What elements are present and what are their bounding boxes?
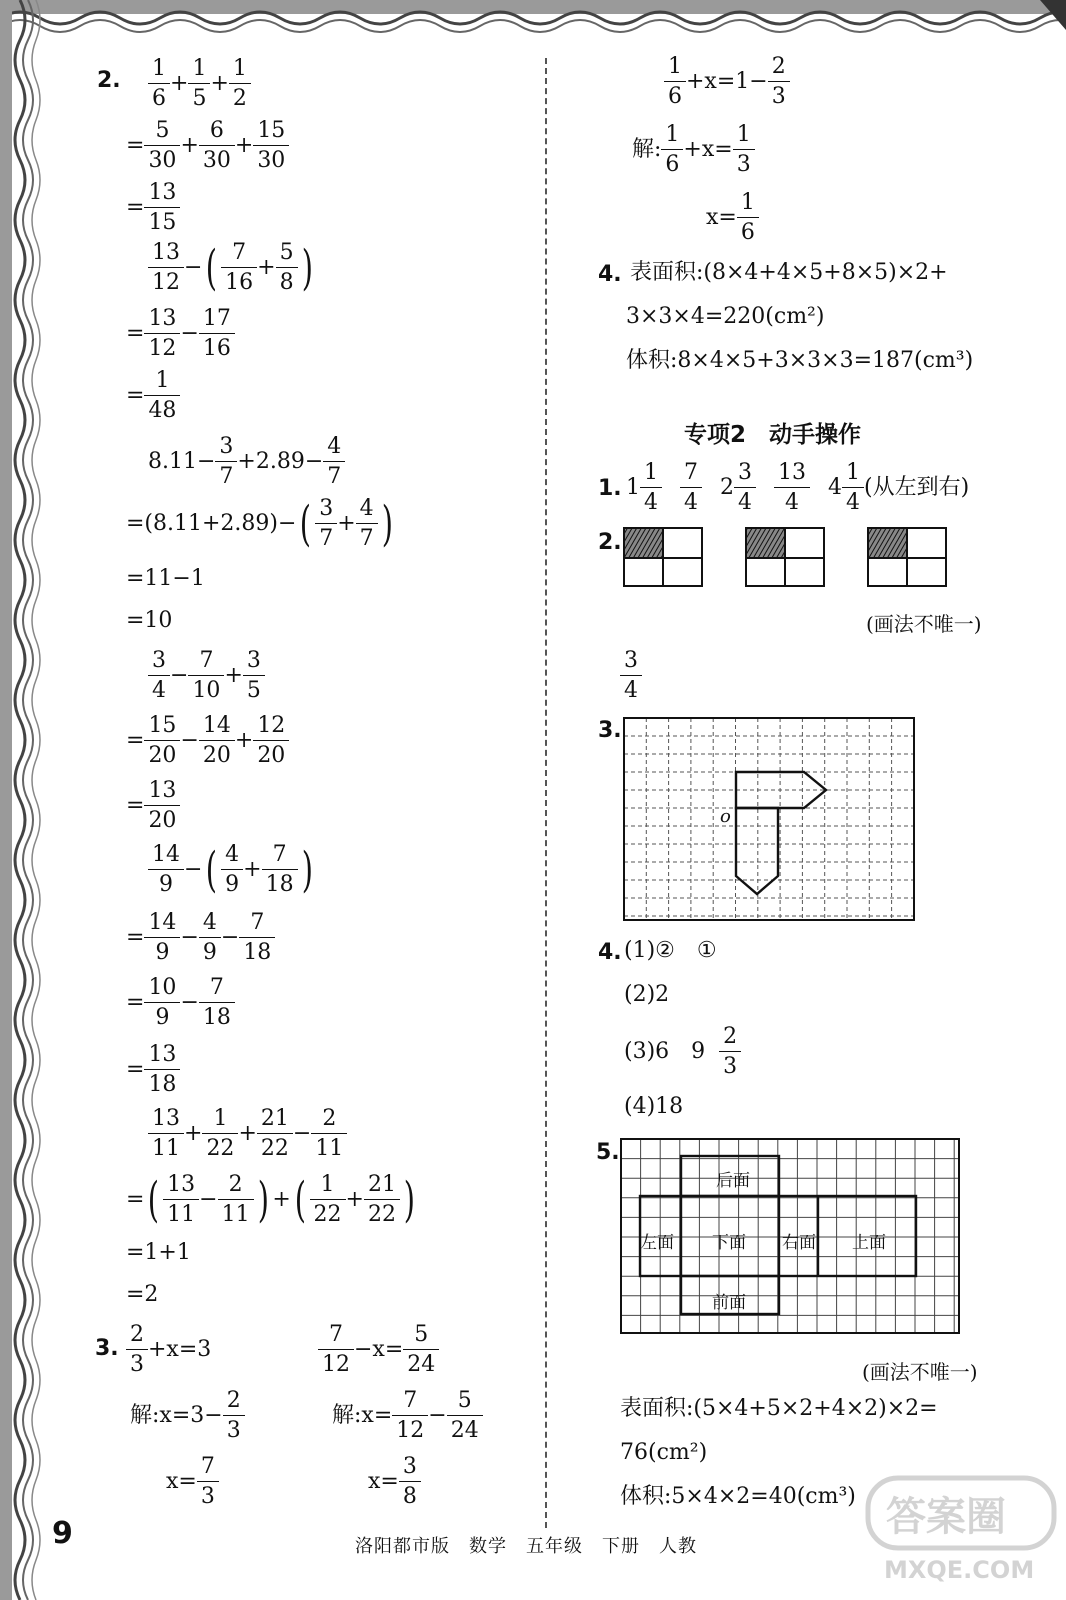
q2-expr-2: $\frac{13}{12}$ − ( $\frac{7}{16}$ + $\frac{5}{8}$ ) bbox=[148, 240, 316, 296]
q3-equation-2: $\frac{7}{12}$ −x= $\frac{5}{24}$ bbox=[318, 1322, 439, 1378]
net-label-back: 后面 bbox=[716, 1171, 750, 1191]
s4-part-4: (4)18 bbox=[624, 1094, 684, 1119]
s2-note: (画法不唯一) bbox=[866, 612, 982, 636]
question-4-number: 4. bbox=[598, 262, 622, 287]
watermark-site: MXQE.COM bbox=[884, 1556, 1035, 1584]
svg-text:答案圈: 答案圈 bbox=[886, 1494, 1006, 1540]
s5-note: (画法不唯一) bbox=[862, 1360, 978, 1384]
s2-fraction: $\frac{3}{4}$ bbox=[620, 648, 642, 704]
square-3 bbox=[868, 528, 946, 586]
q2-expr-4: $\frac{3}{4}$ − $\frac{7}{10}$ + $\frac{3}{5}$ bbox=[148, 648, 265, 704]
s4-part-1: (1)② ① bbox=[624, 938, 717, 963]
q4-volume-line: 体积:8×4×5+3×3×3=187(cm³) bbox=[626, 348, 974, 373]
square-2 bbox=[746, 528, 824, 586]
q2-expr-5: $\frac{14}{9}$ − ( $\frac{4}{9}$ + $\frac{7}{18}$ ) bbox=[148, 842, 316, 898]
q2-expr-2-result: = $\frac{1}{48}$ bbox=[126, 368, 180, 424]
s2-shaded-squares bbox=[620, 524, 960, 590]
s1-answers: 1 $\frac{1}{4}$ $\frac{7}{4}$ 2 $\frac{3}{4}$ $\frac{13}{4}$ 4 $\frac{1}{4}$ (从左到右) bbox=[626, 460, 970, 516]
net-label-front: 前面 bbox=[712, 1293, 746, 1313]
q2-expr-3: 8.11 − $\frac{3}{7}$ +2.89 − $\frac{4}{7}$ bbox=[148, 434, 345, 490]
q2-expr-4-step-1: = $\frac{15}{20}$ − $\frac{14}{20}$ + $\frac{12}{20}$ bbox=[126, 713, 289, 769]
q2-expr-5-result: = $\frac{13}{18}$ bbox=[126, 1042, 180, 1098]
q3-equation-3-answer: x= $\frac{1}{6}$ bbox=[706, 190, 759, 246]
net-label-left: 左面 bbox=[640, 1233, 674, 1253]
q3-equation-1-answer: x= $\frac{7}{3}$ bbox=[166, 1454, 219, 1510]
square-1 bbox=[624, 528, 702, 586]
q4-surface-area-line-2: 3×3×4=220(cm²) bbox=[626, 304, 825, 329]
wavy-left-border bbox=[0, 0, 48, 1600]
question-2-number: 2. bbox=[97, 68, 121, 93]
q3-equation-3: $\frac{1}{6}$ +x=1− $\frac{2}{3}$ bbox=[664, 54, 790, 110]
q2-expr-1: $\frac{1}{6}$ + $\frac{1}{5}$ + $\frac{1}{2}$ bbox=[148, 56, 251, 112]
q2-expr-5-step-2: = $\frac{10}{9}$ − $\frac{7}{18}$ bbox=[126, 975, 235, 1031]
book-info: 洛阳都市版 数学 五年级 下册 人教 bbox=[355, 1536, 697, 1557]
s4-number: 4. bbox=[598, 940, 622, 965]
s2-number: 2. bbox=[598, 530, 622, 555]
column-divider bbox=[545, 58, 547, 1528]
s5-volume-line: 体积:5×4×2=40(cm³) bbox=[620, 1484, 856, 1509]
net-label-right: 右面 bbox=[782, 1233, 816, 1253]
q2-expr-6-step-2: =1+1 bbox=[126, 1240, 191, 1265]
q2-expr-1-step-1: = $\frac{5}{30}$ + $\frac{6}{30}$ + $\frac{15}{30}$ bbox=[126, 118, 289, 174]
watermark bbox=[862, 1468, 1062, 1598]
s4-part-3: (3)6 9 $\frac{2}{3}$ bbox=[624, 1024, 741, 1080]
q3-equation-1: $\frac{2}{3}$ +x=3 bbox=[126, 1322, 211, 1378]
q2-expr-6-step-1: = ( $\frac{13}{11}$ − $\frac{2}{11}$ ) + ( $\frac{1}{22}$ + $\frac{21}{22}$ ) bbox=[126, 1171, 415, 1228]
q3-equation-2-answer: x= $\frac{3}{8}$ bbox=[368, 1454, 421, 1510]
s5-number: 5. bbox=[596, 1140, 620, 1165]
q3-equation-1-solution: 解:x=3− $\frac{2}{3}$ bbox=[130, 1388, 245, 1444]
s5-surface-area-line-1: 表面积:(5×4+5×2+4×2)×2= bbox=[620, 1396, 938, 1421]
q4-surface-area-line-1: 表面积:(8×4+4×5+8×5)×2+ bbox=[630, 260, 948, 285]
q2-expr-2-step-1: = $\frac{13}{12}$ − $\frac{17}{16}$ bbox=[126, 306, 235, 362]
watermark-logo-icon bbox=[862, 1468, 1062, 1558]
q2-expr-3-step-2: =11−1 bbox=[126, 566, 205, 591]
q2-expr-6-step-3: =2 bbox=[126, 1282, 159, 1307]
page-number: 9 bbox=[52, 1516, 73, 1551]
wavy-top-border bbox=[0, 0, 1066, 40]
q2-expr-3-step-1: =(8.11+2.89) − ( $\frac{3}{7}$ + $\frac{4}{7}$ ) bbox=[126, 495, 393, 552]
q3-equation-3-solution: 解: $\frac{1}{6}$ +x= $\frac{1}{3}$ bbox=[632, 122, 755, 178]
question-3-number: 3. bbox=[95, 1336, 119, 1361]
q3-equation-2-solution: 解:x= $\frac{7}{12}$ − $\frac{5}{24}$ bbox=[332, 1388, 483, 1444]
q2-expr-4-result: = $\frac{13}{20}$ bbox=[126, 778, 180, 834]
q2-expr-3-step-3: =10 bbox=[126, 608, 173, 633]
q2-expr-6: $\frac{13}{11}$ + $\frac{1}{22}$ + $\frac{21}{22}$ − $\frac{2}{11}$ bbox=[148, 1106, 347, 1162]
s3-origin-label: o bbox=[720, 806, 731, 827]
net-label-bottom: 下面 bbox=[712, 1233, 746, 1253]
s1-number: 1. bbox=[598, 476, 622, 501]
section-title: 专项2 动手操作 bbox=[684, 422, 862, 448]
s4-part-2: (2)2 bbox=[624, 982, 670, 1007]
net-label-top: 上面 bbox=[852, 1233, 886, 1253]
s3-number: 3. bbox=[598, 718, 622, 743]
q2-expr-1-result: = $\frac{13}{15}$ bbox=[126, 180, 180, 236]
s5-surface-area-line-2: 76(cm²) bbox=[620, 1440, 708, 1465]
s3-grid-figure bbox=[620, 714, 920, 926]
q2-expr-5-step-1: = $\frac{14}{9}$ − $\frac{4}{9}$ − $\frac{7}{18}$ bbox=[126, 910, 275, 966]
